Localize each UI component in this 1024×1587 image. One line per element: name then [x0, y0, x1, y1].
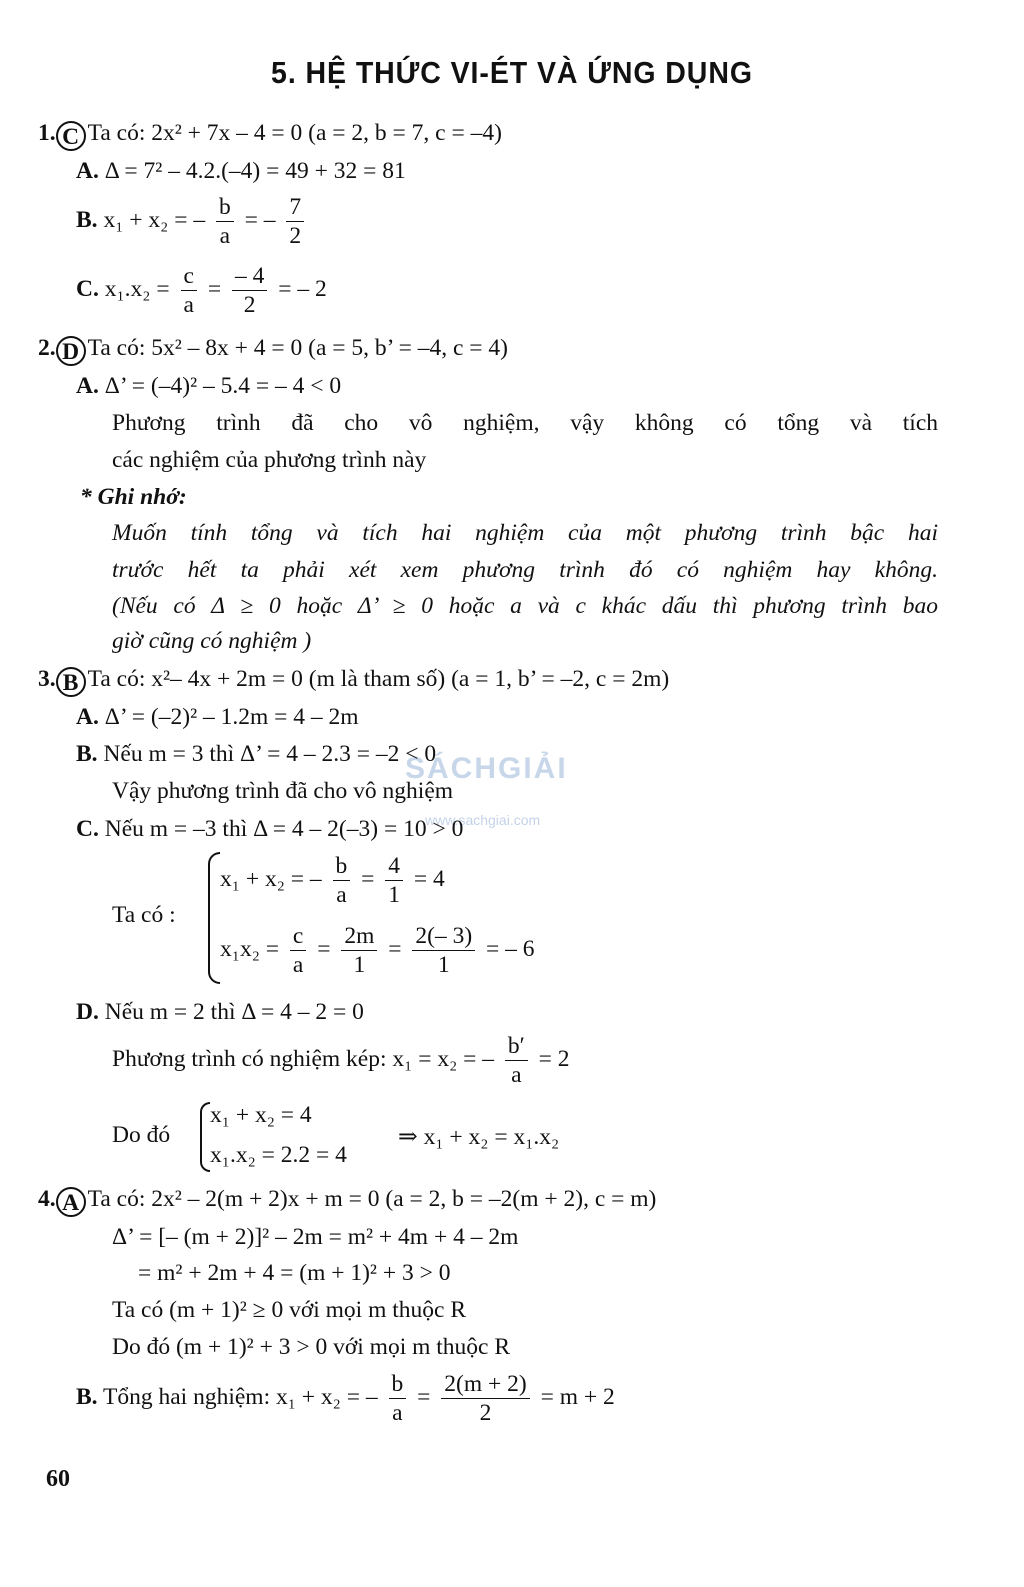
option-text: Δ’ = (–4)² – 5.4 = – 4 < 0: [104, 373, 342, 399]
fraction: [385, 852, 403, 909]
numerator: 7: [286, 193, 304, 222]
option-label: B.: [76, 206, 98, 233]
note-line: Muốn tính tổng và tích hai nghiệm của một phương trình bậc hai: [112, 520, 938, 546]
option-text: Δ’ = (–2)² – 1.2m = 4 – 2m: [104, 704, 359, 730]
option-b: [76, 1370, 615, 1427]
option-a: [76, 371, 341, 401]
formula-text: = 4: [413, 865, 445, 892]
numerator: b: [389, 1370, 407, 1399]
question-statement: Ta có: x²– 4x + 2m = 0 (m là tham số) (a = 1, b’ = –2, c = 2m): [87, 666, 670, 692]
system-equation-2: x₁.x₂ = 2.2 = 4: [210, 1142, 347, 1168]
numerator: c: [181, 262, 197, 291]
fraction: [441, 1370, 529, 1427]
note-line: (Nếu có Δ ≥ 0 hoặc Δ’ ≥ 0 hoặc a và c khác dấu thì phương trình bao: [112, 593, 938, 619]
numerator: c: [290, 922, 306, 951]
system-equation-1: x₁ + x₂ = 4: [210, 1102, 312, 1128]
implication: ⇒ x₁ + x₂ = x₁.x₂: [398, 1124, 560, 1150]
formula-text: x₁x₂ =: [220, 935, 280, 962]
note-line: trước hết ta phải xét xem phương trình đó có nghiệm hay không.: [112, 557, 938, 583]
formula-text: = –: [244, 206, 276, 233]
system-label: Ta có :: [112, 902, 176, 928]
option-text: Δ = 7² – 4.2.(–4) = 49 + 32 = 81: [104, 158, 406, 184]
option-b: [76, 193, 309, 250]
system-brace: [200, 1102, 210, 1172]
formula-text: =: [417, 1383, 431, 1410]
formula-text: x₁ + x₂ = –: [103, 206, 206, 233]
answer-circle: B: [56, 667, 86, 697]
denominator: a: [183, 292, 194, 318]
system-equation-1: [220, 852, 445, 909]
option-d: [76, 997, 364, 1027]
question-number: 4.: [38, 1186, 56, 1212]
numerator: – 4: [232, 262, 267, 291]
option-label: C.: [76, 275, 99, 302]
question-statement: Ta có: 5x² – 8x + 4 = 0 (a = 5, b’ = –4, c = 4): [87, 335, 509, 361]
numerator: b: [216, 193, 234, 222]
numerator: 4: [385, 852, 403, 881]
question-3: [38, 664, 669, 697]
option-b: [76, 739, 436, 769]
double-root-line: [112, 1032, 570, 1089]
formula-text: =: [207, 275, 222, 302]
formula-text: = m + 2: [540, 1383, 615, 1410]
denominator: a: [511, 1062, 522, 1088]
fraction: [505, 1032, 528, 1089]
denominator: 2: [243, 292, 256, 318]
fraction: [216, 193, 234, 250]
denominator: 1: [353, 952, 366, 978]
numerator: 2(m + 2): [441, 1370, 529, 1399]
fraction: [286, 193, 304, 250]
formula-text: Tổng hai nghiệm: x₁ + x₂ = –: [103, 1383, 378, 1410]
denominator: a: [219, 223, 231, 249]
fraction: [232, 262, 267, 319]
option-text: Nếu m = 3 thì Δ’ = 4 – 2.3 = –2 < 0: [103, 741, 437, 767]
question-2: [38, 333, 508, 366]
system-brace: [208, 852, 220, 984]
option-c: [76, 262, 327, 319]
option-a: [76, 702, 359, 732]
solution-line: Ta có (m + 1)² ≥ 0 với mọi m thuộc R: [112, 1297, 467, 1323]
fraction: [341, 922, 377, 979]
system-label: Do đó: [112, 1122, 171, 1148]
answer-circle: D: [56, 336, 86, 366]
fraction: [290, 922, 306, 979]
conclusion-line: Phương trình đã cho vô nghiệm, vậy không có tổng và tích: [112, 410, 938, 436]
option-text: Nếu m = –3 thì Δ = 4 – 2(–3) = 10 > 0: [104, 816, 464, 842]
formula-text: x₁ + x₂ = –: [220, 865, 322, 892]
solution-line: Do đó (m + 1)² + 3 > 0 với mọi m thuộc R: [112, 1334, 511, 1360]
fraction: [389, 1370, 407, 1427]
formula-text: x₁.x₂ =: [104, 275, 170, 302]
formula-text: =: [361, 865, 375, 892]
formula-text: =: [317, 935, 331, 962]
formula-text: = 2: [538, 1045, 570, 1072]
formula-text: Phương trình có nghiệm kép: x₁ = x₂ = –: [112, 1045, 495, 1072]
numerator: 2m: [341, 922, 377, 951]
option-c: [76, 814, 463, 844]
denominator: 2: [479, 1400, 492, 1426]
conclusion-line: các nghiệm của phương trình này: [112, 447, 427, 473]
conclusion-line: Vậy phương trình đã cho vô nghiệm: [112, 778, 454, 804]
formula-text: = – 6: [486, 935, 535, 962]
note-heading: * Ghi nhớ:: [80, 484, 187, 510]
denominator: a: [336, 882, 347, 908]
question-statement: Ta có: 2x² – 2(m + 2)x + m = 0 (a = 2, b = –2(m + 2), c = m): [87, 1186, 657, 1212]
answer-circle: C: [56, 121, 86, 151]
denominator: 2: [289, 223, 302, 249]
answer-circle: A: [56, 1187, 86, 1217]
option-label: C.: [76, 816, 99, 842]
fraction: [333, 852, 351, 909]
numerator: 2(– 3): [412, 922, 475, 951]
note-line: giờ cũng có nghiệm ): [112, 628, 312, 654]
denominator: a: [292, 952, 304, 978]
denominator: 1: [388, 882, 401, 908]
option-label: A.: [76, 158, 99, 184]
page-title: 5. HỆ THỨC VI-ÉT VÀ ỨNG DỤNG: [271, 55, 753, 90]
question-1: [38, 118, 502, 151]
option-text: Nếu m = 2 thì Δ = 4 – 2 = 0: [104, 999, 364, 1025]
numerator: b′: [505, 1032, 528, 1061]
option-label: B.: [76, 741, 98, 767]
denominator: a: [392, 1400, 403, 1426]
option-label: D.: [76, 999, 99, 1025]
question-4: [38, 1184, 656, 1217]
numerator: b: [333, 852, 351, 881]
fraction: [412, 922, 475, 979]
denominator: 1: [437, 952, 450, 978]
option-a: [76, 156, 406, 186]
formula-text: = – 2: [278, 275, 327, 302]
question-statement: Ta có: 2x² + 7x – 4 = 0 (a = 2, b = 7, c = –4): [87, 120, 502, 146]
fraction: [181, 262, 197, 319]
question-number: 2.: [38, 335, 56, 361]
question-number: 3.: [38, 666, 56, 692]
formula-text: =: [388, 935, 402, 962]
option-label: B.: [76, 1383, 98, 1410]
watermark-logo: SÁCHGIẢI: [405, 752, 568, 785]
system-equation-2: [220, 922, 535, 979]
option-label: A.: [76, 373, 99, 399]
solution-line: Δ’ = [– (m + 2)]² – 2m = m² + 4m + 4 – 2m: [112, 1224, 519, 1250]
page-number: 60: [46, 1466, 70, 1492]
solution-line: = m² + 2m + 4 = (m + 1)² + 3 > 0: [138, 1260, 451, 1286]
watermark-url: www.sachgiai.com: [425, 812, 541, 828]
option-label: A.: [76, 704, 99, 730]
question-number: 1.: [38, 120, 56, 146]
